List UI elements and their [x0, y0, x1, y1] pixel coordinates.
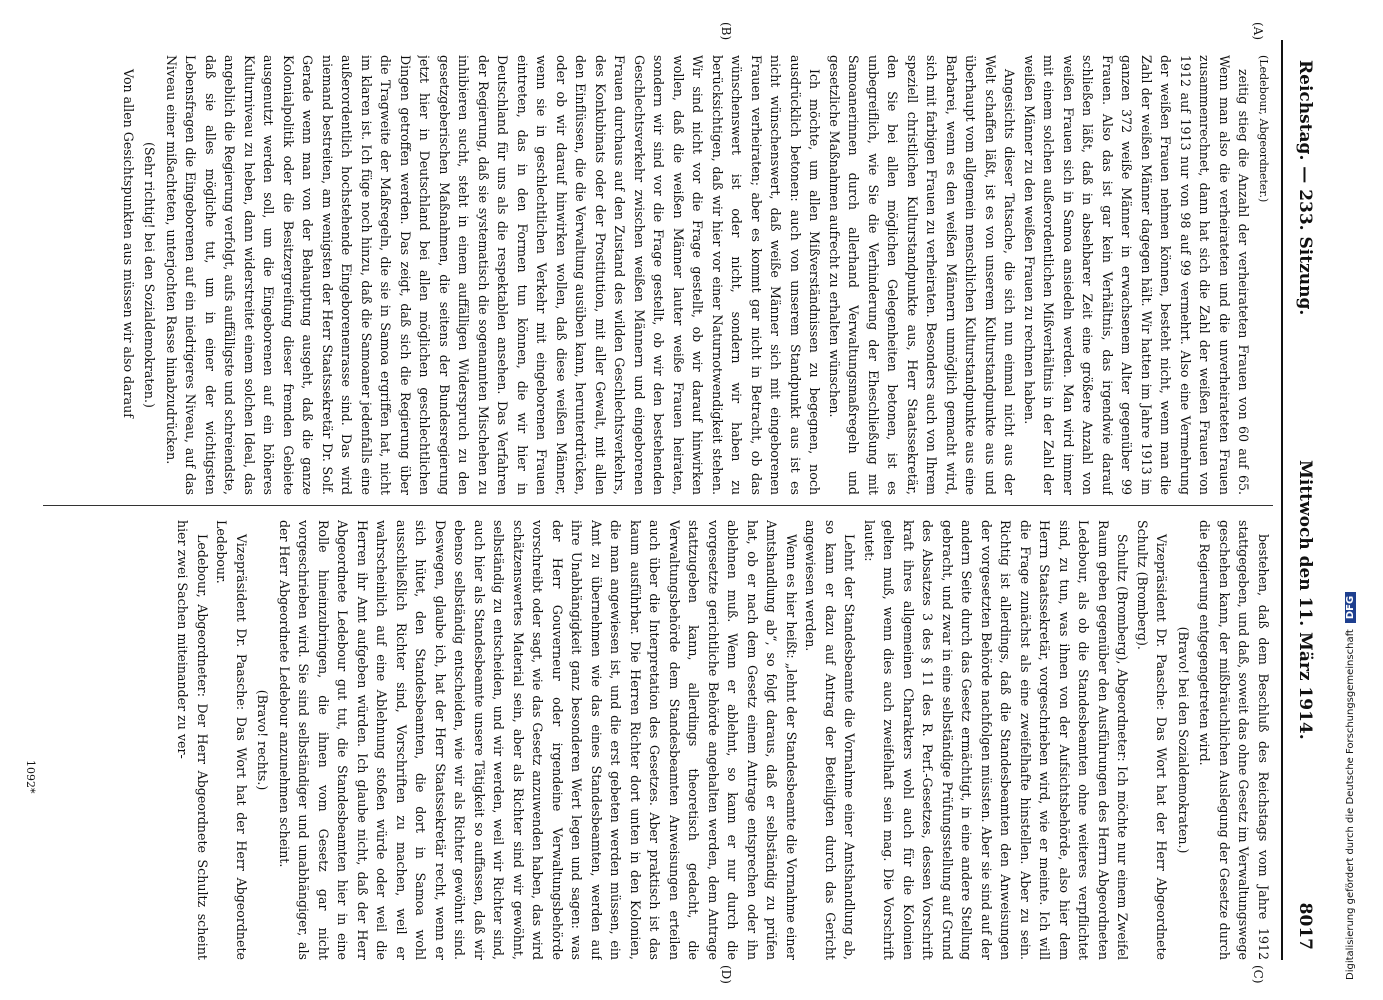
- president-announcement: Vizepräsident Dr. Paasche: Das Wort hat der Herr Abgeordnete Schultz (Bromberg).: [1135, 520, 1170, 960]
- header-session: Reichstag. — 233. Sitzung.: [1295, 60, 1315, 316]
- paragraph: zeitig stieg die Anzahl der verheirateten Frauen von 60 auf 65. Wenn man also die verheirateten und die unverheirateten Frauen zusammenrechnet, dann hat sich die Zahl der weißen Frauen von 1912 auf 1913 nur von 98 auf 99 vermehrt. Also eine Vermehrung der weißen Frauen nehmen können, besteht nicht, wenn man die Zahl der weißen Männer dagegen hält. Wir hatten im Jahre 1913 im ganzen 372 weiße Männer in erwachsenem Alter gegenüber 99 Frauen. Also das ist gar kein Verhältnis, das irgendwie darauf schließen läßt, daß in absehbarer Zeit eine größere Anzahl von weißen Frauen sich in Samoa ansiedeln werden. Man wird immer mit einem solchen außerordentlichen Mißverhältnis in der Zahl der weißen Männer zu den weißen Frauen zu rechnen haben.: [1022, 55, 1252, 495]
- paragraph: Angesichts dieser Tatsache, die sich nun einmal nicht aus der Welt schaffen läßt, ist es von unserem Kulturstandpunkte aus und überhaupt vom allgemein menschlichen Kulturstandpunkte aus eine Barbarei, wenn es den weißen Männern unmöglich gemacht wird, sich mit farbigen Frauen zu verheiraten. Besonders auch von Ihrem speziell christlichen Kulturstandpunkte aus, Herr Staatssekretär, den Sie bei allen möglichen Gelegenheiten betonen, ist es unbegreiflich, wie Sie die Verhinderung der Eheschließung mit Samoanerinnen durch allerhand Verwaltungsmaßregeln und gesetzliche Maßnahmen aufrecht zu erhalten wünschen.: [827, 55, 1018, 495]
- margin-marker-a: (A): [1251, 22, 1265, 41]
- margin-marker-d: (D): [719, 965, 733, 984]
- paragraph: Von allen Gesichtspunkten aus müssen wir also darauf: [121, 69, 136, 418]
- president-announcement: Vizepräsident Dr. Paasche: Das Wort hat der Herr Abgeordnete Ledebour.: [214, 520, 249, 960]
- right-column: [43, 520, 1273, 960]
- signature-number: 1092*: [24, 760, 37, 794]
- reaction: (Sehr richtig! bei den Sozialdemokraten.): [142, 142, 158, 408]
- margin-marker-b: (B): [719, 22, 733, 41]
- header-date: Mittwoch den 11. März 1914.: [1295, 460, 1315, 740]
- header-rule: [1281, 40, 1283, 960]
- margin-marker-c: (C): [1251, 965, 1265, 984]
- reaction: (Bravo! bei den Sozialdemokraten.): [1176, 626, 1191, 854]
- speaker-note: (Ledebour, Abgeordneter.): [1257, 55, 1270, 203]
- paragraph: Wenn es hier heißt: „lehnt der Standesbeamte die Vornahme einer Amtshandlung ab“, so folgt daraus, daß er selbständig zu prüfen hat, ob er nach dem Gesetz einem Antrage entsprechen oder ihn ablehnen muß. Wenn er ablehnt, so kann er nur durch die vorgesetzte gerichtliche Behörde angehalten werden, dem Antrage stattzugeben kann, allerdings theoretisch gedacht, die Verwaltungsbehörde dem Standesbeamten Anweisungen erteilen auch über die Interpretation des Gesetzes. Aber praktisch ist das kaum ausführbar. Die Herren Richter dort unten in den Kolonien, die man angewiesen ist, und die erst gebeten werden müssen, ein Amt zu übernehmen wie das eines Standesbeamten, werden auf ihre Unabhängigkeit ganz besonderen Wert legen und sagen: was der Herr Gouverneur oder irgendeine Verwaltungsbehörde vorschreibt oder sagt, wie das Gesetz anzuwenden haben, das wird schätzenswertes Material sein, aber als Richter sind wir gewöhnt, selbständig zu entscheiden, und wir werden, weil wir Richter sind, auch hier als Standesbeamte unsere Tätigkeit so auffassen, daß wir ebenso selbständig entscheiden, wie wir als Richter gewöhnt sind. Deswegen, glaube ich, hat der Herr Staatssekretär recht, wenn er sich hütet, den Standesbeamten, die dort in Samoa wohl ausschließlich Richter sind, Vorschriften zu machen, weil er wahrscheinlich auf eine Ablehnung stoßen würde oder weil die Herren ihr Amt aufgeben würden. Ich glaube nicht, daß der Herr Abgeordnete Ledebour gut tut, die Standesbeamten hier in eine Rolle hineinzubringen, die ihnen vom Gesetz gar nicht vorgeschrieben wird. Sie sind selbständiger und unabhängiger, als der Herr Abgeordnete Ledebour anzunehmen scheint.: [277, 520, 799, 960]
- paragraph: Ledebour, Abgeordneter: Der Herr Abgeordnete Schultz scheint hier zwei Sachen miteinander zu ver-: [175, 520, 210, 960]
- left-column: [43, 55, 1273, 495]
- paragraph: Ich möchte, um allen Mißverständnissen zu begegnen, noch ausdrücklich betonen: auch von unserem Standpunkt aus ist es nicht wünschenswert, daß weiße Männer sich mit eingeborenen Frauen verheiraten; aber es kommt gar nicht in Betracht, ob das wünschenswert ist oder nicht, sondern wir haben zu berücksichtigen, daß wir hier vor einer Naturnotwendigkeit stehen. Wir sind nicht vor die Frage gestellt, ob wir darauf hinwirken wollen, daß die weißen Männer lauter weiße Frauen heiraten, sondern wir sind vor die Frage gestellt, ob wir den bestehenden Geschlechtsverkehr zwischen weißen Männern und eingeborenen Frauen durchaus auf den Zustand des wilden Geschlechtsverkehrs, des Konkubinats oder der Prostitution, mit aller Gewalt, mit allen den Einflüssen, die die Verwaltung ausüben kann, herunterdrücken, oder ob wir darauf hinwirken wollen, daß diese weißen Männer, wenn sie in geschlechtlichen Verkehr mit eingeborenen Frauen eintreten, das in den Formen tun können, die wir hier in Deutschland für uns als die respektablen ansehen. Das Verfahren der Regierung, daß sie systematisch die sogenannten Mischehen zu inhibieren sucht, steht in einem auffälligen Widerspruch zu den gesetzgeberischen Maßnahmen, die seitens der Bundesregierung jetzt hier in Deutschland bei allen möglichen geschlechtlichen Dingen getroffen werden. Das zeigt, daß sich die Regierung über die Tragweite der Maßregeln, die sie in Samoa ergriffen hat, nicht im klaren ist. Ich füge noch hinzu, daß die Samoaner jedenfalls eine außerordentlich hochstehende Eingeborenenrasse sind. Das wird niemand bestreiten, am wenigsten der Herr Staatssekretär Dr. Solf. Gerade wenn man von der Behauptung ausgeht, daß die ganze Kolonialpolitik oder die Besitzergreifung dieser fremden Gebiete ausgenutzt werden soll, um die Eingeborenen auf ein höheres Kulturniveau zu heben, dann widerstreitet einem solchen Ideal, das angeblich die Regierung verfolgt, aufs auffälligste und schreiendste, daß sie alles mögliche tut, um in einer der wichtigsten Lebensfragen die Eingeborenen auf ein niedrigeres Niveau, auf das Niveau einer mißachteten, unterjochten Rasse hinabzudrücken.: [164, 55, 823, 495]
- digitization-credit: [1345, 20, 1356, 980]
- page-number: 8017: [1295, 902, 1315, 950]
- paragraph: Schultz (Bromberg), Abgeordneter: Ich möchte nur einem Zweifel Raum geben gegenüber den Ausführungen des Herrn Abgeordneten Ledebour, als ob die Standesbeamten ohne weiteres verpflichtet sind, zu tun, was ihnen von der Aufsichtsbehörde, also hier dem Herrn Staatssekretär, vorgeschrieben wird, wie er meinte. Ich will die Frage zunächst als eine zweifelhafte hinstellen. Aber zu sein. Richtig ist allerdings, daß die Standesbeamten den Anweisungen der vorgesetzten Behörde nachfolgen müssten. Aber sie sind auf der andern Seite durch das Gesetz ermächtigt, in eine andere Stellung gebracht, und zwar in eine selbständige Prüfungsstellung auf Grund des Absatzes 3 des § 11 des R. Perf.-Gesetzes, dessen Vorschrift kraft ihres allgemeinen Charakters wohl auch für die Kolonien gelten muß, wenn dies auch zweifelhaft sein mag. Die Vorschrift lautet:: [862, 520, 1131, 960]
- credit-text: Digitalisierung gefördert durch die Deutsche Forschungsgemeinschaft: [1345, 629, 1356, 980]
- reaction: (Bravo! rechts.): [255, 689, 271, 791]
- paragraph: bestehen, daß dem Beschluß des Reichstags vom Jahre 1912 stattgegeben, und daß, soweit das ohne Gesetz im Verwaltungswege geschehen kann, der mißbräuchlichen Auslegung der Gesetze durch die Regierung entgegengetreten wird.: [1197, 520, 1271, 960]
- page-header: [1283, 40, 1323, 960]
- quoted-law: Lehnt der Standesbeamte die Vornahme einer Amtshandlung ab, so kann er dazu auf Antrag der Beteiligten durch das Gericht angewiesen werden.: [803, 520, 858, 960]
- column-rule: [43, 505, 1273, 506]
- dfg-logo: DFG: [1345, 592, 1356, 623]
